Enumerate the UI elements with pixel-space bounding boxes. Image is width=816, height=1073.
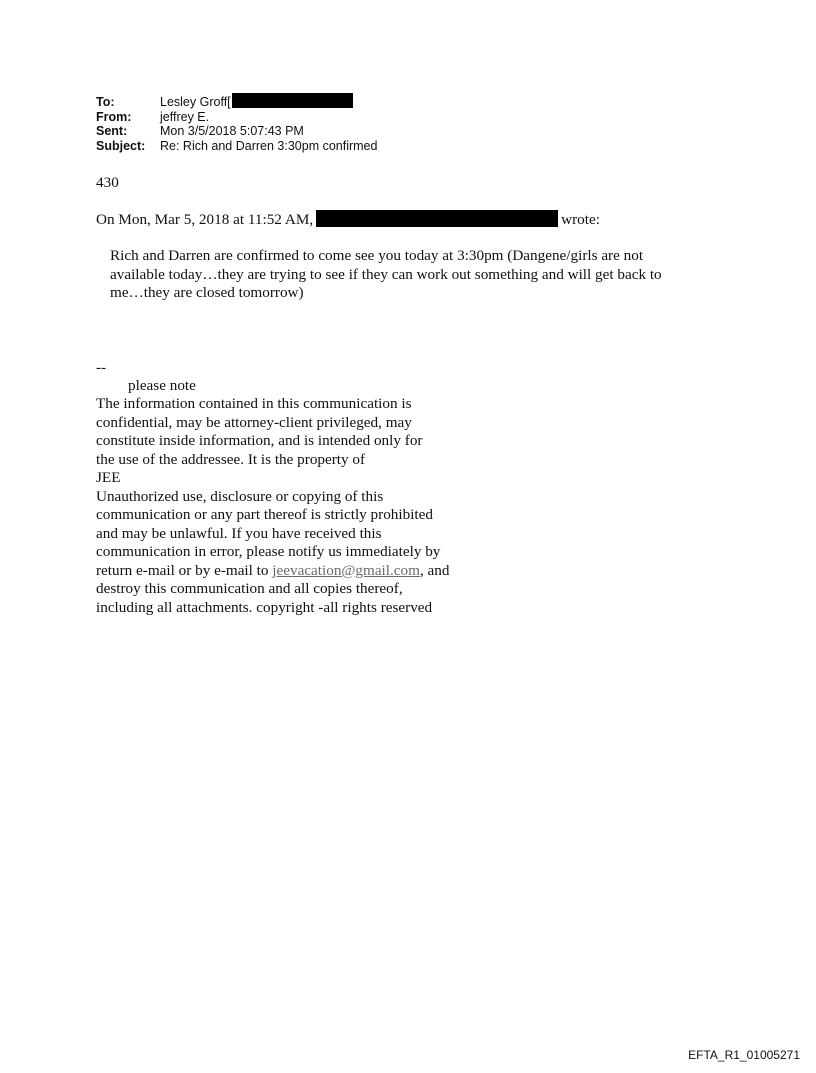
quoted-line: me…they are closed tomorrow)	[110, 284, 304, 301]
from-value: jeffrey E.	[160, 109, 210, 124]
header-to-row	[96, 95, 377, 110]
email-header	[96, 95, 377, 153]
quoted-line: available today…they are trying to see if they can work out something and will get back to	[110, 265, 662, 283]
sent-value: Mon 3/5/2018 5:07:43 PM	[160, 124, 304, 138]
disclaimer-line: including all attachments. copyright -all rights reserved	[96, 598, 433, 616]
disclaimer-line: The information contained in this communication is	[96, 395, 412, 412]
signature-note: please note	[128, 377, 196, 394]
quote-intro	[96, 210, 600, 230]
header-subject-row	[96, 139, 377, 154]
disclaimer-line: JEE	[96, 469, 121, 486]
disclaimer	[96, 395, 476, 617]
disclaimer-line: the use of the addressee. It is the property of	[96, 450, 366, 468]
subject-label: Subject:	[96, 138, 146, 153]
email-link[interactable]: jeevacation@gmail.com	[272, 561, 420, 579]
header-sent-row	[96, 124, 377, 139]
disclaimer-line: communication or any part thereof is strictly prohibited	[96, 506, 433, 523]
header-from-row	[96, 110, 377, 125]
disclaimer-line: confidential, may be attorney-client privileged, may	[96, 413, 412, 431]
sent-label: Sent:	[96, 124, 128, 138]
quoted-line: Rich and Darren are confirmed to come see you today at 3:30pm (Dangene/girls are not	[110, 247, 644, 264]
disclaimer-line: constitute inside information, and is intended only for	[96, 432, 423, 449]
to-label: To:	[96, 95, 115, 109]
quote-intro-before: On Mon, Mar 5, 2018 at 11:52 AM,	[96, 211, 314, 228]
signature-dash: --	[96, 359, 107, 376]
to-value: Lesley Groff[	[160, 95, 231, 109]
disclaimer-email-line	[96, 562, 476, 581]
redaction-box	[316, 210, 558, 227]
email-line-before: return e-mail or by e-mail to	[96, 561, 273, 579]
document-id: EFTA_R1_01005271	[688, 1048, 800, 1062]
disclaimer-line: communication in error, please notify us immediately by	[96, 543, 441, 560]
disclaimer-line: and may be unlawful. If you have received this	[96, 524, 382, 542]
redaction-box	[232, 93, 353, 108]
disclaimer-line: destroy this communication and all copies thereof,	[96, 580, 403, 597]
quote-intro-after: wrote:	[561, 211, 600, 228]
quoted-message	[110, 247, 710, 303]
disclaimer-line: Unauthorized use, disclosure or copying of this	[96, 487, 384, 505]
subject-value: Re: Rich and Darren 3:30pm confirmed	[160, 138, 378, 153]
from-label: From:	[96, 109, 132, 124]
reply-text: 430	[96, 174, 119, 191]
email-line-after: , and	[419, 561, 450, 579]
